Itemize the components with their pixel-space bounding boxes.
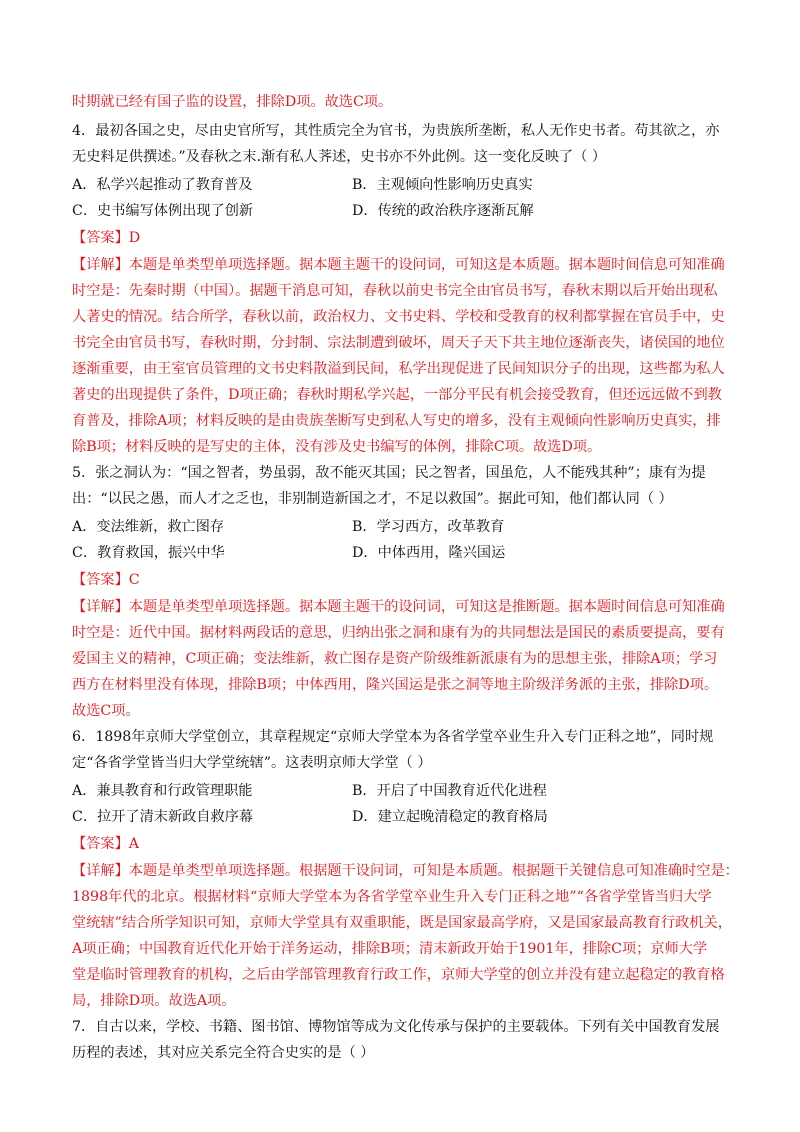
- q6-detail-line: 局，排除D项。故选A项。: [72, 993, 236, 1009]
- q6-stem-line: 6．1898年京师大学堂创立，其章程规定“京师大学堂本为各省学堂卒业生升入专门正科之地”，同时规: [72, 729, 714, 745]
- q6-detail-line: 1898年代的北京。根据材料“京师大学堂本为各省学堂卒业生升入专门正科之地”“各省学堂皆当归大学: [72, 889, 712, 905]
- q4-detail-line: 时空是：先秦时期（中国）。据题干消息可知，春秋以前史书完全由官员书写，春秋末期以后开始出现私: [72, 283, 718, 299]
- q4-detail-line: 人著史的情况。结合所学，春秋以前，政治权力、文书史料、学校和受教育的权利都掌握在官员手中，史: [72, 309, 725, 325]
- q4-detail-line: 【详解】本题是单类型单项选择题。据本题主题干的设问词，可知这是本质题。据本题时间信息可知准确: [72, 257, 725, 273]
- q4-answer: 【答案】D: [72, 230, 141, 246]
- q4-option-a: A．私学兴起推动了教育普及: [72, 177, 253, 193]
- q5-detail-line: 故选C项。: [72, 703, 140, 719]
- q4-detail-line: 逐渐重要，由王室官员管理的文书史料散溢到民间，私学出现促进了民间知识分子的出现，这些都为私人: [72, 361, 725, 377]
- q6-option-c: C．拉开了清末新政自救序幕: [72, 809, 254, 825]
- q7-stem-line: 7．自古以来，学校、书籍、图书馆、博物馆等成为文化传承与保护的主要载体。下列有关中国教育发展: [72, 1019, 720, 1035]
- q6-detail-line: A项正确；中国教育近代化开始于洋务运动，排除B项；清末新政开始于1901年，排除C项；京师大学: [72, 941, 708, 957]
- q6-detail-line: 堂统辖”结合所学知识可知，京师大学堂具有双重职能，既是国家最高学府，又是国家最高教育行政机关，: [72, 915, 732, 931]
- q6-detail-line: 堂是临时管理教育的机构，之后由学部管理教育行政工作，京师大学堂的创立并没有建立起稳定的教育格: [72, 967, 725, 983]
- q4-option-c: C．史书编写体例出现了创新: [72, 203, 254, 219]
- q6-option-d: D．建立起晚清稳定的教育格局: [352, 809, 548, 825]
- q7-stem-line: 历程的表述，其对应关系完全符合史实的是（ ）: [72, 1045, 375, 1061]
- prev-answer-tail: 时期就已经有国子监的设置，排除D项。故选C项。: [72, 94, 393, 110]
- q5-detail-line: 【详解】本题是单类型单项选择题。据本题主题干的设问词，可知这是推断题。据本题时间信息可知准确: [72, 599, 725, 615]
- q5-answer: 【答案】C: [72, 572, 140, 588]
- q4-detail-line: 书完全由官员书写，春秋时期，分封制、宗法制遭到破坏，周天子天下共主地位逐渐丧失，诸侯国的地位: [72, 335, 725, 351]
- q4-option-b: B．主观倾向性影响历史真实: [352, 177, 533, 193]
- q4-stem-line: 无史料足供撰述。”及春秋之末.渐有私人荠述，史书亦不外此例。这一变化反映了（ ）: [72, 149, 607, 165]
- q5-detail-line: 时空是：近代中国。据材料两段话的意思，归纳出张之洞和康有为的共同想法是国民的素质要提高，要有: [72, 625, 725, 641]
- q5-detail-line: 爱国主义的精神，C项正确；变法维新，救亡图存是资产阶级维新派康有为的思想主张，排除A项；学习: [72, 651, 718, 667]
- q4-option-d: D．传统的政治秩序逐渐瓦解: [352, 203, 534, 219]
- q5-option-a: A．变法维新，救亡图存: [72, 519, 225, 535]
- q6-stem-line: 定“各省学堂皆当归大学堂统辖”。这表明京师大学堂（ ）: [72, 755, 432, 771]
- q5-stem-line: 出：“以民之愚，而人才之乏也，非别制造新国之才，不足以救国”。据此可知，他们都认同（ ）: [72, 491, 673, 507]
- q4-detail-line: 除B项；材料反映的是写史的主体，没有涉及史书编写的体例，排除C项。故选D项。: [72, 439, 602, 455]
- q4-stem-line: 4．最初各国之史，尽由史官所写，其性质完全为官书，为贵族所垄断，私人无作史书者。苟其欲之，亦: [72, 123, 720, 139]
- q6-option-a: A．兼具教育和行政管理职能: [72, 783, 253, 799]
- q6-answer: 【答案】A: [72, 836, 139, 852]
- q5-stem-line: 5．张之洞认为：“国之智者，势虽弱，敌不能灭其国；民之智者，国虽危，人不能残其种”；康有为提: [72, 465, 706, 481]
- q4-detail-line: 育普及，排除A项；材料反映的是由贵族垄断写史到私人写史的增多，没有主观倾向性影响历史真实，排: [72, 413, 721, 429]
- q5-detail-line: 西方在材料里没有体现，排除B项；中体西用，隆兴国运是张之洞等地主阶级洋务派的主张，排除D项。: [72, 677, 719, 693]
- q5-option-b: B．学习西方，改革教育: [352, 519, 505, 535]
- q5-option-d: D．中体西用，隆兴国运: [352, 545, 506, 561]
- q4-detail-line: 著史的出现提供了条件，D项正确；春秋时期私学兴起，一部分平民有机会接受教育，但还远远做不到教: [72, 387, 722, 403]
- q5-option-c: C．教育救国，振兴中华: [72, 545, 225, 561]
- q6-option-b: B．开启了中国教育近代化进程: [352, 783, 547, 799]
- q6-detail-line: 【详解】本题是单类型单项选择题。根据题干设问词，可知是本质题。根据题干关键信息可知准确时空是：: [72, 863, 739, 879]
